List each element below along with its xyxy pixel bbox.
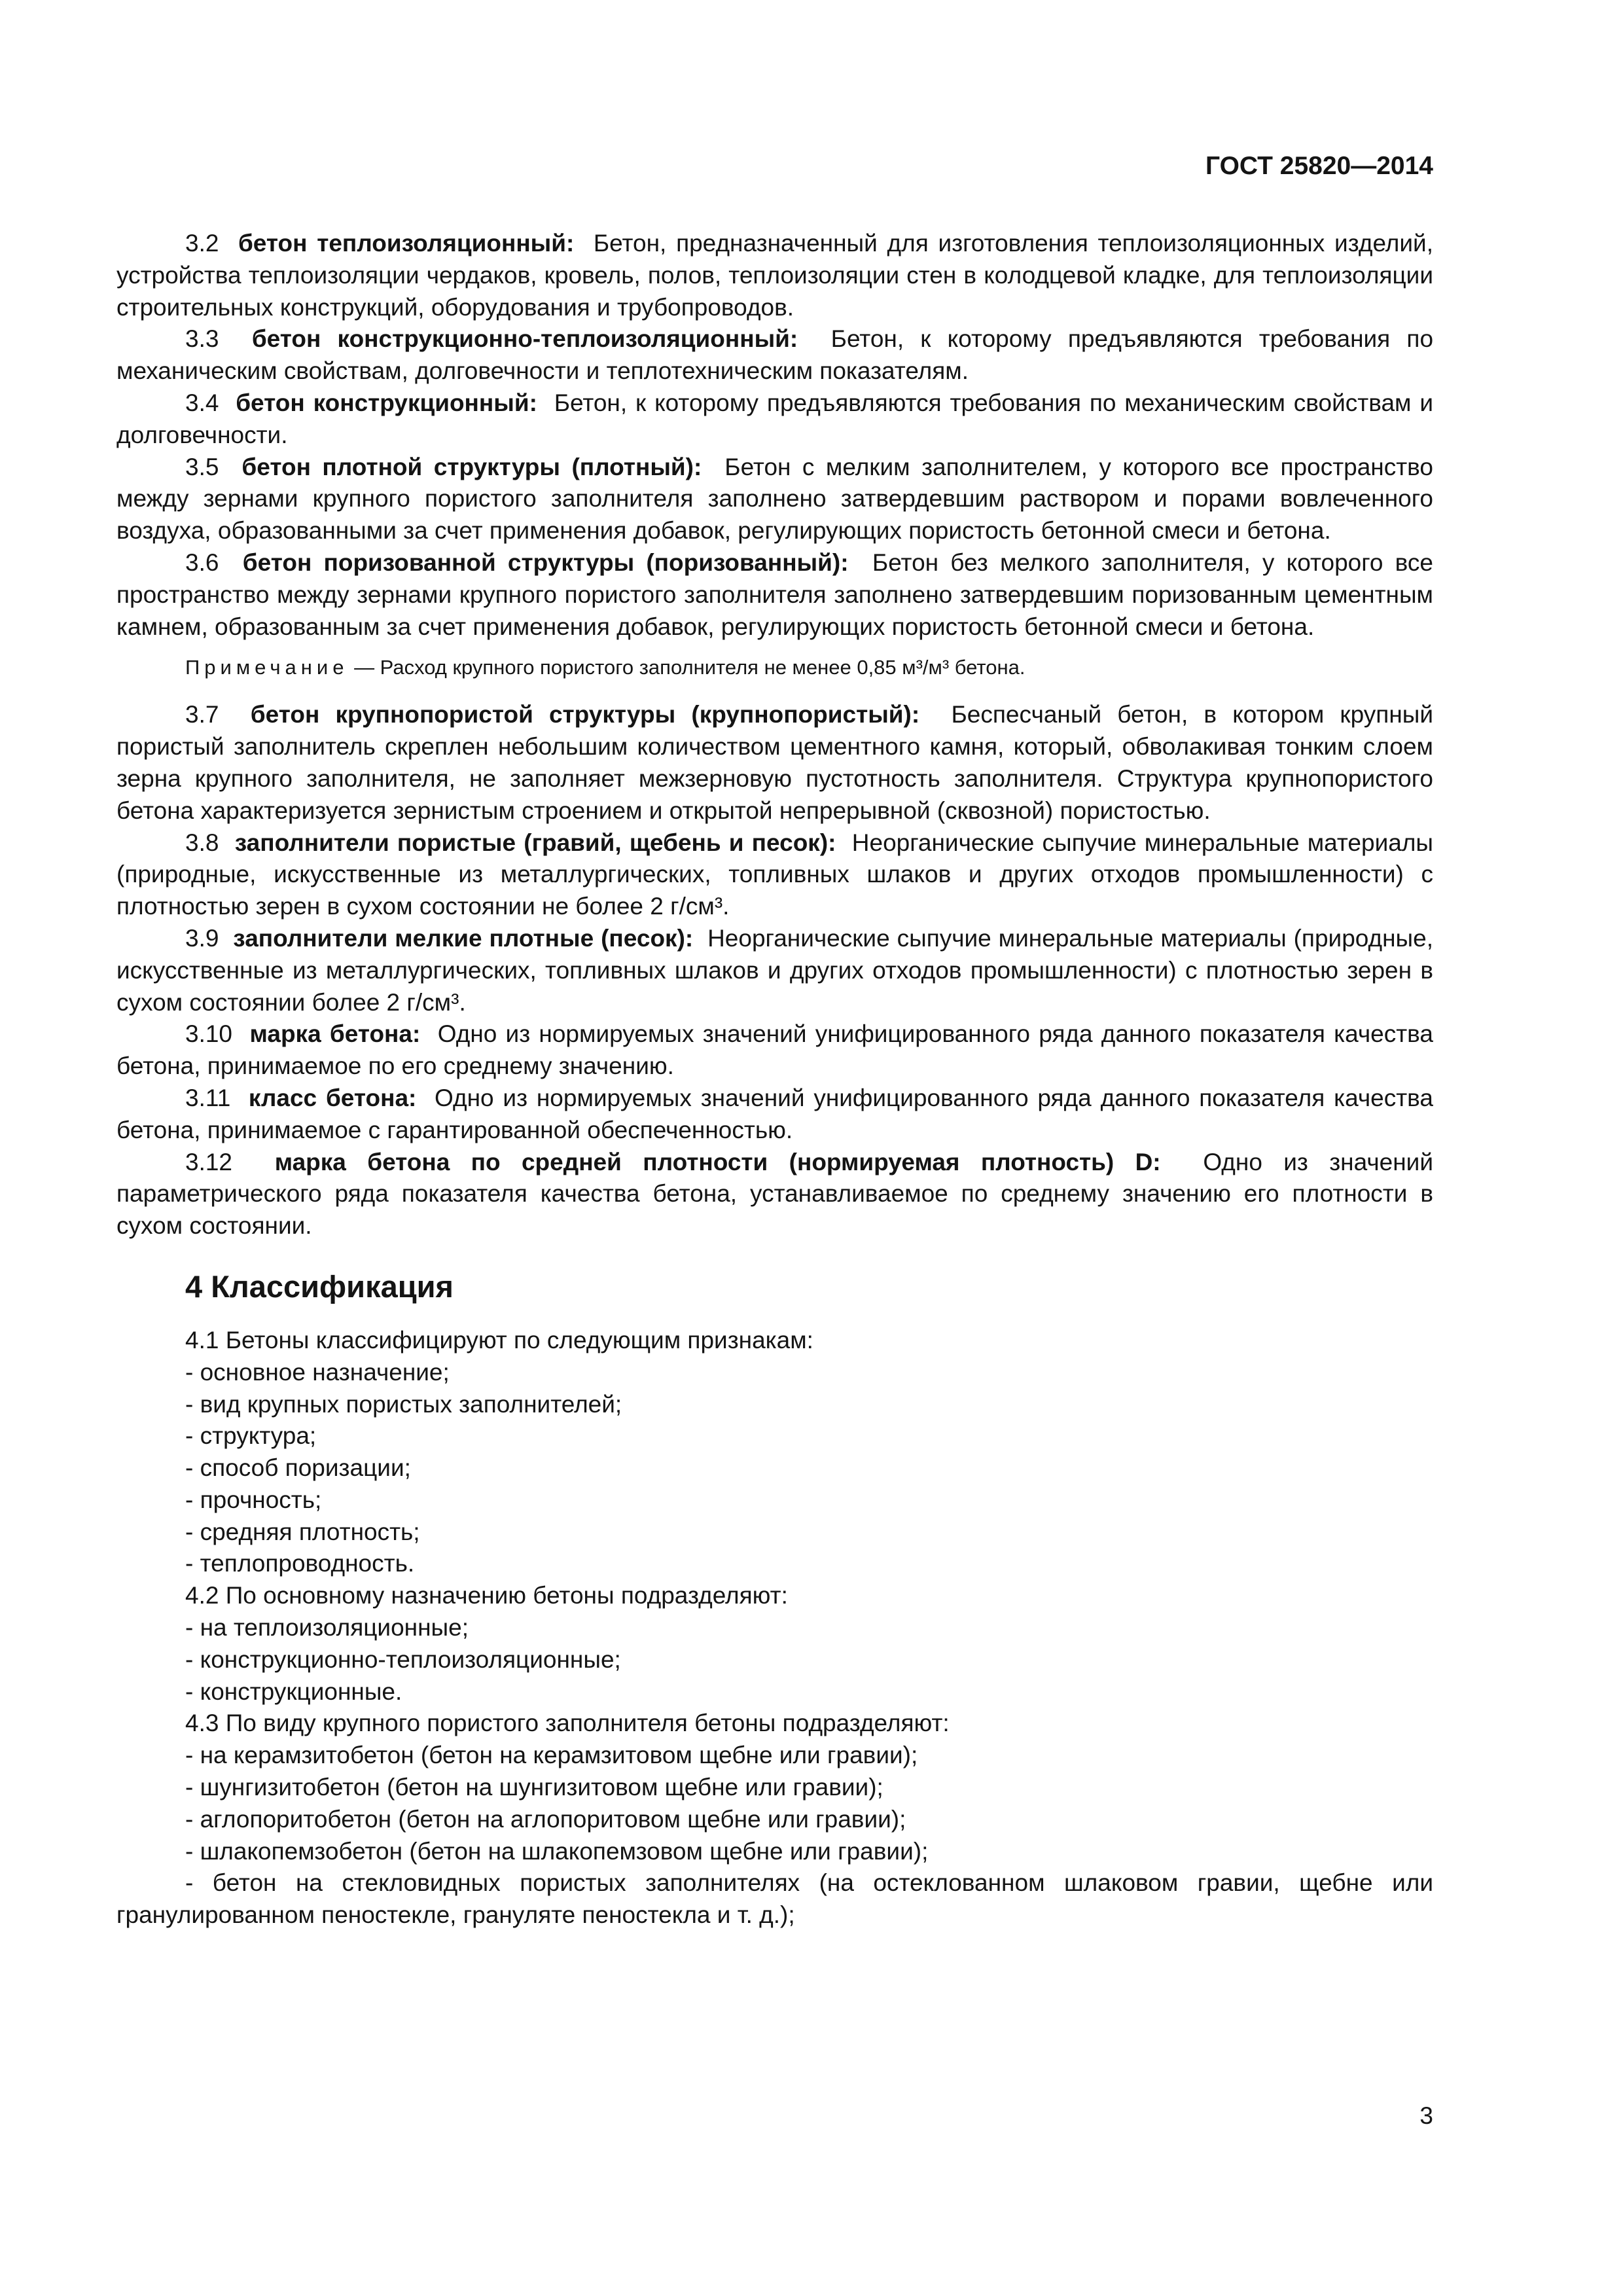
note-text: — Расход крупного пористого заполнителя не менее 0,85 м³/м³ бетона. xyxy=(354,656,1026,679)
term: бетон плотной структуры (плотный): xyxy=(241,453,702,480)
list-item: - шунгизитобетон (бетон на шунгизитовом щебне или гравии); xyxy=(185,1774,883,1801)
list-item: - на теплоизоляционные; xyxy=(185,1614,469,1641)
list-item: - аглопоритобетон (бетон на аглопоритовом щебне или гравии); xyxy=(185,1805,906,1833)
definition-3-5: 3.5 бетон плотной структуры (плотный): Бетон с мелким заполнителем, у которого все пространство между зернами крупного пористого заполнителя заполнено затвердевшим раствором и порами вовлеченного воздуха, образованными за счет применения добавок, регулирующих пористость бетонной смеси и бетона. xyxy=(116,453,1433,545)
list-item: - основное назначение; xyxy=(185,1358,450,1386)
clause-4-3: 4.3 По виду крупного пористого заполнителя бетоны подразделяют: xyxy=(185,1710,950,1737)
clause-4-1: 4.1 Бетоны классифицируют по следующим признакам: xyxy=(185,1326,813,1354)
term: марка бетона: xyxy=(249,1020,421,1048)
list-item: - структура; xyxy=(185,1422,317,1450)
list-item: - прочность; xyxy=(185,1486,322,1513)
definition-3-4: 3.4 бетон конструкционный: Бетон, к которому предъявляются требования по механическим свойствам и долговечности. xyxy=(116,389,1434,448)
list-item: - бетон на стекловидных пористых заполнителях (на остеклованном шлаковом гравии, щебне или гранулированном пеностекле, грануляте пеностекла и т. д.); xyxy=(116,1869,1433,1929)
definition-3-11: 3.11 класс бетона: Одно из нормируемых значений унифицированного ряда данного показателя качества бетона, принимаемое с гарантированной обеспеченностью. xyxy=(116,1084,1433,1143)
page-number: 3 xyxy=(1419,2102,1433,2129)
term: заполнители пористые (гравий, щебень и песок): xyxy=(234,829,836,856)
list-item: - конструкционные. xyxy=(185,1677,402,1705)
term: марка бетона по средней плотности (нормируемая плотность) D: xyxy=(274,1148,1161,1175)
definition-3-2: 3.2 бетон теплоизоляционный: Бетон, предназначенный для изготовления теплоизоляционных изделий, устройства теплоизоляции чердаков, кровель, полов, теплоизоляции стен в колодцевой кладке, для теплоизоляции строительных конструкций, оборудования и трубопроводов. xyxy=(116,230,1433,321)
definition-3-3: 3.3 бетон конструкционно-теплоизоляционный: Бетон, к которому предъявляются требования по механическим свойствам, долговечности и теплотехническим показателям. xyxy=(116,325,1434,385)
document-body xyxy=(116,228,1433,1931)
standard-id: ГОСТ 25820—2014 xyxy=(1205,152,1433,180)
definition-3-7: 3.7 бетон крупнопористой структуры (крупнопористый): Беспесчаный бетон, в котором крупный пористый заполнитель скреплен небольшим количеством цементного камня, который, обволакивая тонким слоем зерна крупного заполнителя, не заполняет межзерновую пустотность заполнителя. Структура крупнопористого бетона характеризуется зернистым строением и открытой непрерывной (сквозной) пористостью. xyxy=(116,701,1434,824)
definition-3-6: 3.6 бетон поризованной структуры (поризованный): Бетон без мелкого заполнителя, у которого все пространство между зернами крупного пористого заполнителя заполнено затвердевшим поризованным цементным камнем, образованным за счет применения добавок, регулирующих пористость бетонной смеси и бетона. xyxy=(116,548,1433,640)
term: заполнители мелкие плотные (песок): xyxy=(233,924,694,952)
list-item: - теплопроводность. xyxy=(185,1550,415,1577)
list-item: - средняя плотность; xyxy=(185,1518,420,1545)
term: бетон конструкционный: xyxy=(236,389,537,416)
term: бетон крупнопористой структуры (крупнопористый): xyxy=(250,701,920,728)
term: класс бетона: xyxy=(248,1084,417,1111)
term: бетон теплоизоляционный: xyxy=(238,230,575,257)
list-item: - конструкционно-теплоизоляционные; xyxy=(185,1645,621,1673)
term: бетон конструкционно-теплоизоляционный: xyxy=(251,325,798,353)
term: бетон поризованной структуры (поризованный): xyxy=(242,548,849,576)
note xyxy=(116,653,1433,682)
definition-3-12: 3.12 марка бетона по средней плотности (нормируемая плотность) D: Одно из значений параметрического ряда показателя качества бетона, устанавливаемое по среднему значению его плотности в сухом состоянии. xyxy=(116,1148,1434,1240)
list-item: - вид крупных пористых заполнителей; xyxy=(185,1390,622,1418)
definition-3-10: 3.10 марка бетона: Одно из нормируемых значений унифицированного ряда данного показателя качества бетона, принимаемое по его среднему значению. xyxy=(116,1020,1434,1080)
list-item: - шлакопемзобетон (бетон на шлакопемзовом щебне или гравии); xyxy=(185,1837,929,1865)
definition-3-8: 3.8 заполнители пористые (гравий, щебень и песок): Неорганические сыпучие минеральные материалы (природные, искусственные из металлургических, топливных шлаков и других отходов промышленности) с плотностью зерен в сухом состоянии не более 2 г/см³. xyxy=(116,829,1434,920)
section-title: 4 Классификация xyxy=(185,1268,454,1304)
list-item: - на керамзитобетон (бетон на керамзитовом щебне или гравии); xyxy=(185,1742,918,1769)
definition-3-9: 3.9 заполнители мелкие плотные (песок): Неорганические сыпучие минеральные материалы (природные, искусственные из металлургических, топливных шлаков и других отходов промышленности) с плотностью зерен в сухом состоянии более 2 г/см³. xyxy=(116,924,1434,1016)
clause-4-2: 4.2 По основному назначению бетоны подразделяют: xyxy=(185,1582,788,1609)
list-item: - способ поризации; xyxy=(185,1454,411,1482)
note-label: Примечание xyxy=(185,656,349,679)
